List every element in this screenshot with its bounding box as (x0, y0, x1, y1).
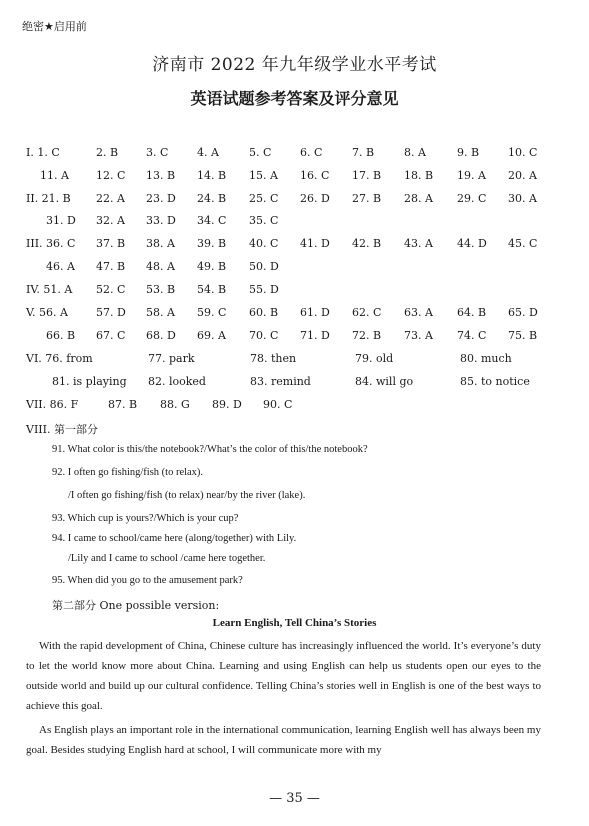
answer-24: 24. B (197, 192, 227, 205)
essay-title: Learn English, Tell China’s Stories (212, 617, 377, 629)
answer-52: 52. C (96, 283, 126, 296)
answer-43: 43. A (404, 237, 433, 250)
answer-74: 74. C (457, 329, 487, 342)
answer-78: 78. then (250, 352, 297, 365)
answer-95: 95. When did you go to the amusement park? (52, 575, 243, 586)
page-number: — 35 — (269, 791, 320, 806)
answer-81: 81. is playing (52, 375, 127, 388)
answer-82: 82. looked (148, 375, 206, 388)
answer-67: 67. C (96, 329, 126, 342)
answer-26: 26. D (300, 192, 330, 205)
answer-25: 25. C (249, 192, 279, 205)
answer-60: 60. B (249, 306, 279, 319)
answer-94-alt: /Lily and I came to school /came here together. (68, 553, 266, 564)
answer-68: 68. D (146, 329, 176, 342)
answer-84: 84. will go (355, 375, 414, 388)
answer-63: 63. A (404, 306, 433, 319)
answer-56: V. 56. A (26, 306, 68, 319)
answer-33: 33. D (146, 214, 176, 227)
answer-71: 71. D (300, 329, 330, 342)
page-subtitle: 英语试题参考答案及评分意见 (190, 89, 399, 108)
answer-58: 58. A (146, 306, 175, 319)
answer-38: 38. A (146, 237, 175, 250)
answer-35: 35. C (249, 214, 279, 227)
answer-3: 3. C (146, 146, 169, 159)
answer-40: 40. C (249, 237, 279, 250)
answer-31: 31. D (46, 214, 76, 227)
answer-42: 42. B (352, 237, 382, 250)
section-8-label: VIII. 第一部分 (26, 423, 98, 436)
answer-32: 32. A (96, 214, 125, 227)
answer-22: 22. A (96, 192, 125, 205)
answer-61: 61. D (300, 306, 330, 319)
answer-50: 50. D (249, 260, 279, 273)
answer-77: 77. park (148, 352, 195, 365)
answer-36: III. 36. C (26, 237, 76, 250)
answer-4: 4. A (197, 146, 219, 159)
answer-7: 7. B (352, 146, 375, 159)
answer-46: 46. A (46, 260, 75, 273)
answer-91: 91. What color is this/the notebook?/What’s the color of this/the notebook? (52, 444, 368, 455)
answer-57: 57. D (96, 306, 126, 319)
answer-93: 93. Which cup is yours?/Which is your cup? (52, 513, 239, 524)
answer-89: 89. D (212, 398, 242, 411)
answer-76: VI. 76. from (26, 352, 93, 365)
answer-18: 18. B (404, 169, 434, 182)
answer-73: 73. A (404, 329, 433, 342)
answer-66: 66. B (46, 329, 76, 342)
answer-9: 9. B (457, 146, 480, 159)
answer-92: 92. I often go fishing/fish (to relax). (52, 467, 204, 478)
essay-paragraph-1: With the rapid development of China, Chinese culture has increasingly influenced the world. It’s everyone’s duty to let the world know more about China. Learning and using English can help us students open our eyes to the outside world and build up our cultural confidence. Telling China’s stories well in English is one of the best ways to achieve this goal. (26, 640, 541, 712)
answer-55: 55. D (249, 283, 279, 296)
answer-88: 88. G (160, 398, 190, 411)
answer-27: 27. B (352, 192, 382, 205)
answer-23: 23. D (146, 192, 176, 205)
answer-10: 10. C (508, 146, 538, 159)
answer-72: 72. B (352, 329, 382, 342)
answer-70: 70. C (249, 329, 279, 342)
answer-90: 90. C (263, 398, 293, 411)
page-title: 济南市 2022 年九年级学业水平考试 (152, 55, 437, 75)
answer-21: II. 21. B (26, 192, 71, 205)
answer-53: 53. B (146, 283, 176, 296)
answer-80: 80. much (460, 352, 512, 365)
answer-15: 15. A (249, 169, 278, 182)
answer-13: 13. B (146, 169, 176, 182)
answer-44: 44. D (457, 237, 487, 250)
answer-86: VII. 86. F (26, 398, 79, 411)
answer-34: 34. C (197, 214, 227, 227)
answer-12: 12. C (96, 169, 126, 182)
answer-48: 48. A (146, 260, 175, 273)
answer-29: 29. C (457, 192, 487, 205)
answer-45: 45. C (508, 237, 538, 250)
answer-8: 8. A (404, 146, 426, 159)
answer-87: 87. B (108, 398, 138, 411)
answer-54: 54. B (197, 283, 227, 296)
answer-59: 59. C (197, 306, 227, 319)
answer-49: 49. B (197, 260, 227, 273)
essay-paragraph-2: As English plays an important role in the international communication, learning English well has always been my goal. Besides studying English hard at school, I will communicate more with my (26, 724, 541, 756)
answer-85: 85. to notice (460, 375, 530, 388)
answer-79: 79. old (355, 352, 394, 365)
answer-30: 30. A (508, 192, 537, 205)
answer-14: 14. B (197, 169, 227, 182)
answer-20: 20. A (508, 169, 537, 182)
answer-2: 2. B (96, 146, 119, 159)
answer-37: 37. B (96, 237, 126, 250)
answer-94: 94. I came to school/came here (along/together) with Lily. (52, 533, 297, 544)
answer-17: 17. B (352, 169, 382, 182)
answer-5: 5. C (249, 146, 272, 159)
part-2-label: 第二部分 One possible version: (52, 599, 220, 612)
answer-83: 83. remind (250, 375, 311, 388)
answer-51: IV. 51. A (26, 283, 73, 296)
answer-92-alt: /I often go fishing/fish (to relax) near/by the river (lake). (68, 490, 306, 501)
answer-19: 19. A (457, 169, 486, 182)
answer-41: 41. D (300, 237, 330, 250)
answer-16: 16. C (300, 169, 330, 182)
answer-64: 64. B (457, 306, 487, 319)
answer-6: 6. C (300, 146, 323, 159)
answer-62: 62. C (352, 306, 382, 319)
answer-28: 28. A (404, 192, 433, 205)
answer-11: 11. A (40, 169, 69, 182)
answer-1: I. 1. C (26, 146, 60, 159)
answer-47: 47. B (96, 260, 126, 273)
answer-39: 39. B (197, 237, 227, 250)
answer-69: 69. A (197, 329, 226, 342)
answer-75: 75. B (508, 329, 538, 342)
answer-65: 65. D (508, 306, 538, 319)
confidential-label: 绝密★启用前 (22, 20, 87, 33)
